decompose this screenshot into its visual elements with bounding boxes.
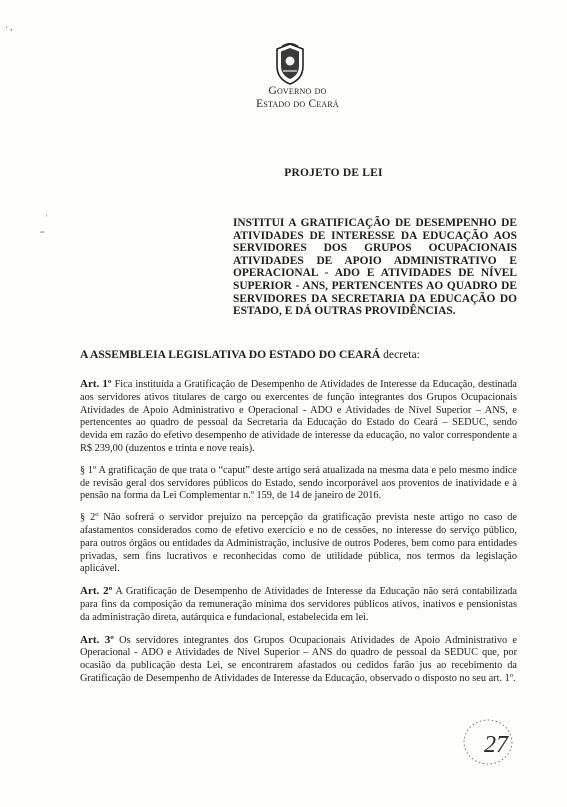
scan-speck: · , [5, 22, 13, 32]
scan-speck: ' [46, 213, 48, 222]
page-number-stamp-text: 27 [484, 732, 508, 758]
article-1-paragraph-1 [80, 465, 517, 503]
article-1 [80, 378, 517, 456]
article-3 [80, 634, 517, 686]
article-text: A Gratificação de Desempenho de Atividades de Interesse da Educação não será contabilizada para fins da composição da remuneração mínima dos servidores públicos ativos, inativos e pensionistas da administração direta, autárquica e fundacional, estabelecida em lei. [80, 586, 517, 623]
article-2 [80, 585, 517, 624]
article-text: Fica instituída a Gratificação de Desempenho de Atividades de Interesse da Educação, destinada aos servidores ativos titulares de cargo ou exercentes de função integrantes dos Grupos Ocupacionais Atividades de Apoio Administrativo e Operacional - ADO e Atividades de Nível Superior – ANS, e pertencentes ao quadro de pessoal da Secretaria da Educação do Estado do Ceará – SEDUC, sendo devida em razão do efetivo desempenho de atividade de interesse da educação, no valor correspondente a R$ 239,00 (duzentos e trinta e nove reais). [80, 379, 517, 454]
article-label: Art. 1º [80, 378, 112, 390]
articles-body [80, 378, 517, 695]
article-text: Os servidores integrantes dos Grupos Ocupacionais Atividades de Apoio Administrativo e Operacional - ADO e Atividades de Nível Superior – ANS do quadro de pessoal da SEDUC que, por ocasião da publicação desta Lei, se encontrarem afastados ou cedidos farão jus ao recebimento da Gratificação de Desempenho de Atividades de Interesse da Educação, observado o disposto no seu art. 1º. [80, 634, 517, 684]
government-name-line1: Governo do [268, 85, 327, 97]
enacting-verb: decreta: [380, 348, 420, 361]
government-name-line2: Estado do Ceará [256, 98, 339, 110]
article-label: § 2º [80, 512, 99, 524]
article-text: A gratificação de que trata o “caput” deste artigo será atualizada na mesma data e pelo mesmo índice de revisão geral dos servidores públicos do Estado, sendo incorporável aos proventos de inatividade e à pensão na forma da Lei Complementar n.º 159, de 14 de janeiro de 2016. [80, 464, 517, 502]
article-label: Art. 3º [80, 633, 114, 646]
scan-speck: = [40, 228, 45, 237]
page-number-stamp [458, 712, 528, 772]
enacting-subject: A ASSEMBLEIA LEGISLATIVA DO ESTADO DO CEARÁ [80, 348, 381, 361]
document-title: PROJETO DE LEI [284, 167, 383, 179]
article-label: Art. 2º [80, 585, 113, 598]
law-summary: INSTITUI A GRATIFICAÇÃO DE DESEMPENHO DE ATIVIDADES DE INTERESSE DA EDUCAÇÃO AOS SERVIDORES DOS GRUPOS OCUPACIONAIS ATIVIDADES DE APOIO ADMINISTRATIVO E OPERACIONAL - ADO E ATIVIDADES DE NÍVEL SUPERIOR - ANS, PERTENCENTES AO QUADRO DE SERVIDORES DA SECRETARIA DA EDUCAÇÃO DO ESTADO, E DÁ OUTRAS PROVIDÊNCIAS. [233, 217, 517, 318]
article-1-paragraph-2 [80, 512, 517, 576]
enacting-clause [80, 348, 520, 361]
state-coat-of-arms-icon [272, 42, 308, 86]
article-label: § 1º [80, 464, 97, 476]
article-text: Não sofrerá o servidor prejuízo na percepção da gratificação prevista neste artigo no caso de afastamentos considerados como de efetivo exercício e no de cessões, no interesse do serviço público, para outros órgãos ou entidades da Administração, inclusive de outros Poderes, bem como para entidades privadas, sem fins lucrativos e reconhecidas como de utilidade pública, nos termos da legislação aplicável. [80, 512, 517, 575]
